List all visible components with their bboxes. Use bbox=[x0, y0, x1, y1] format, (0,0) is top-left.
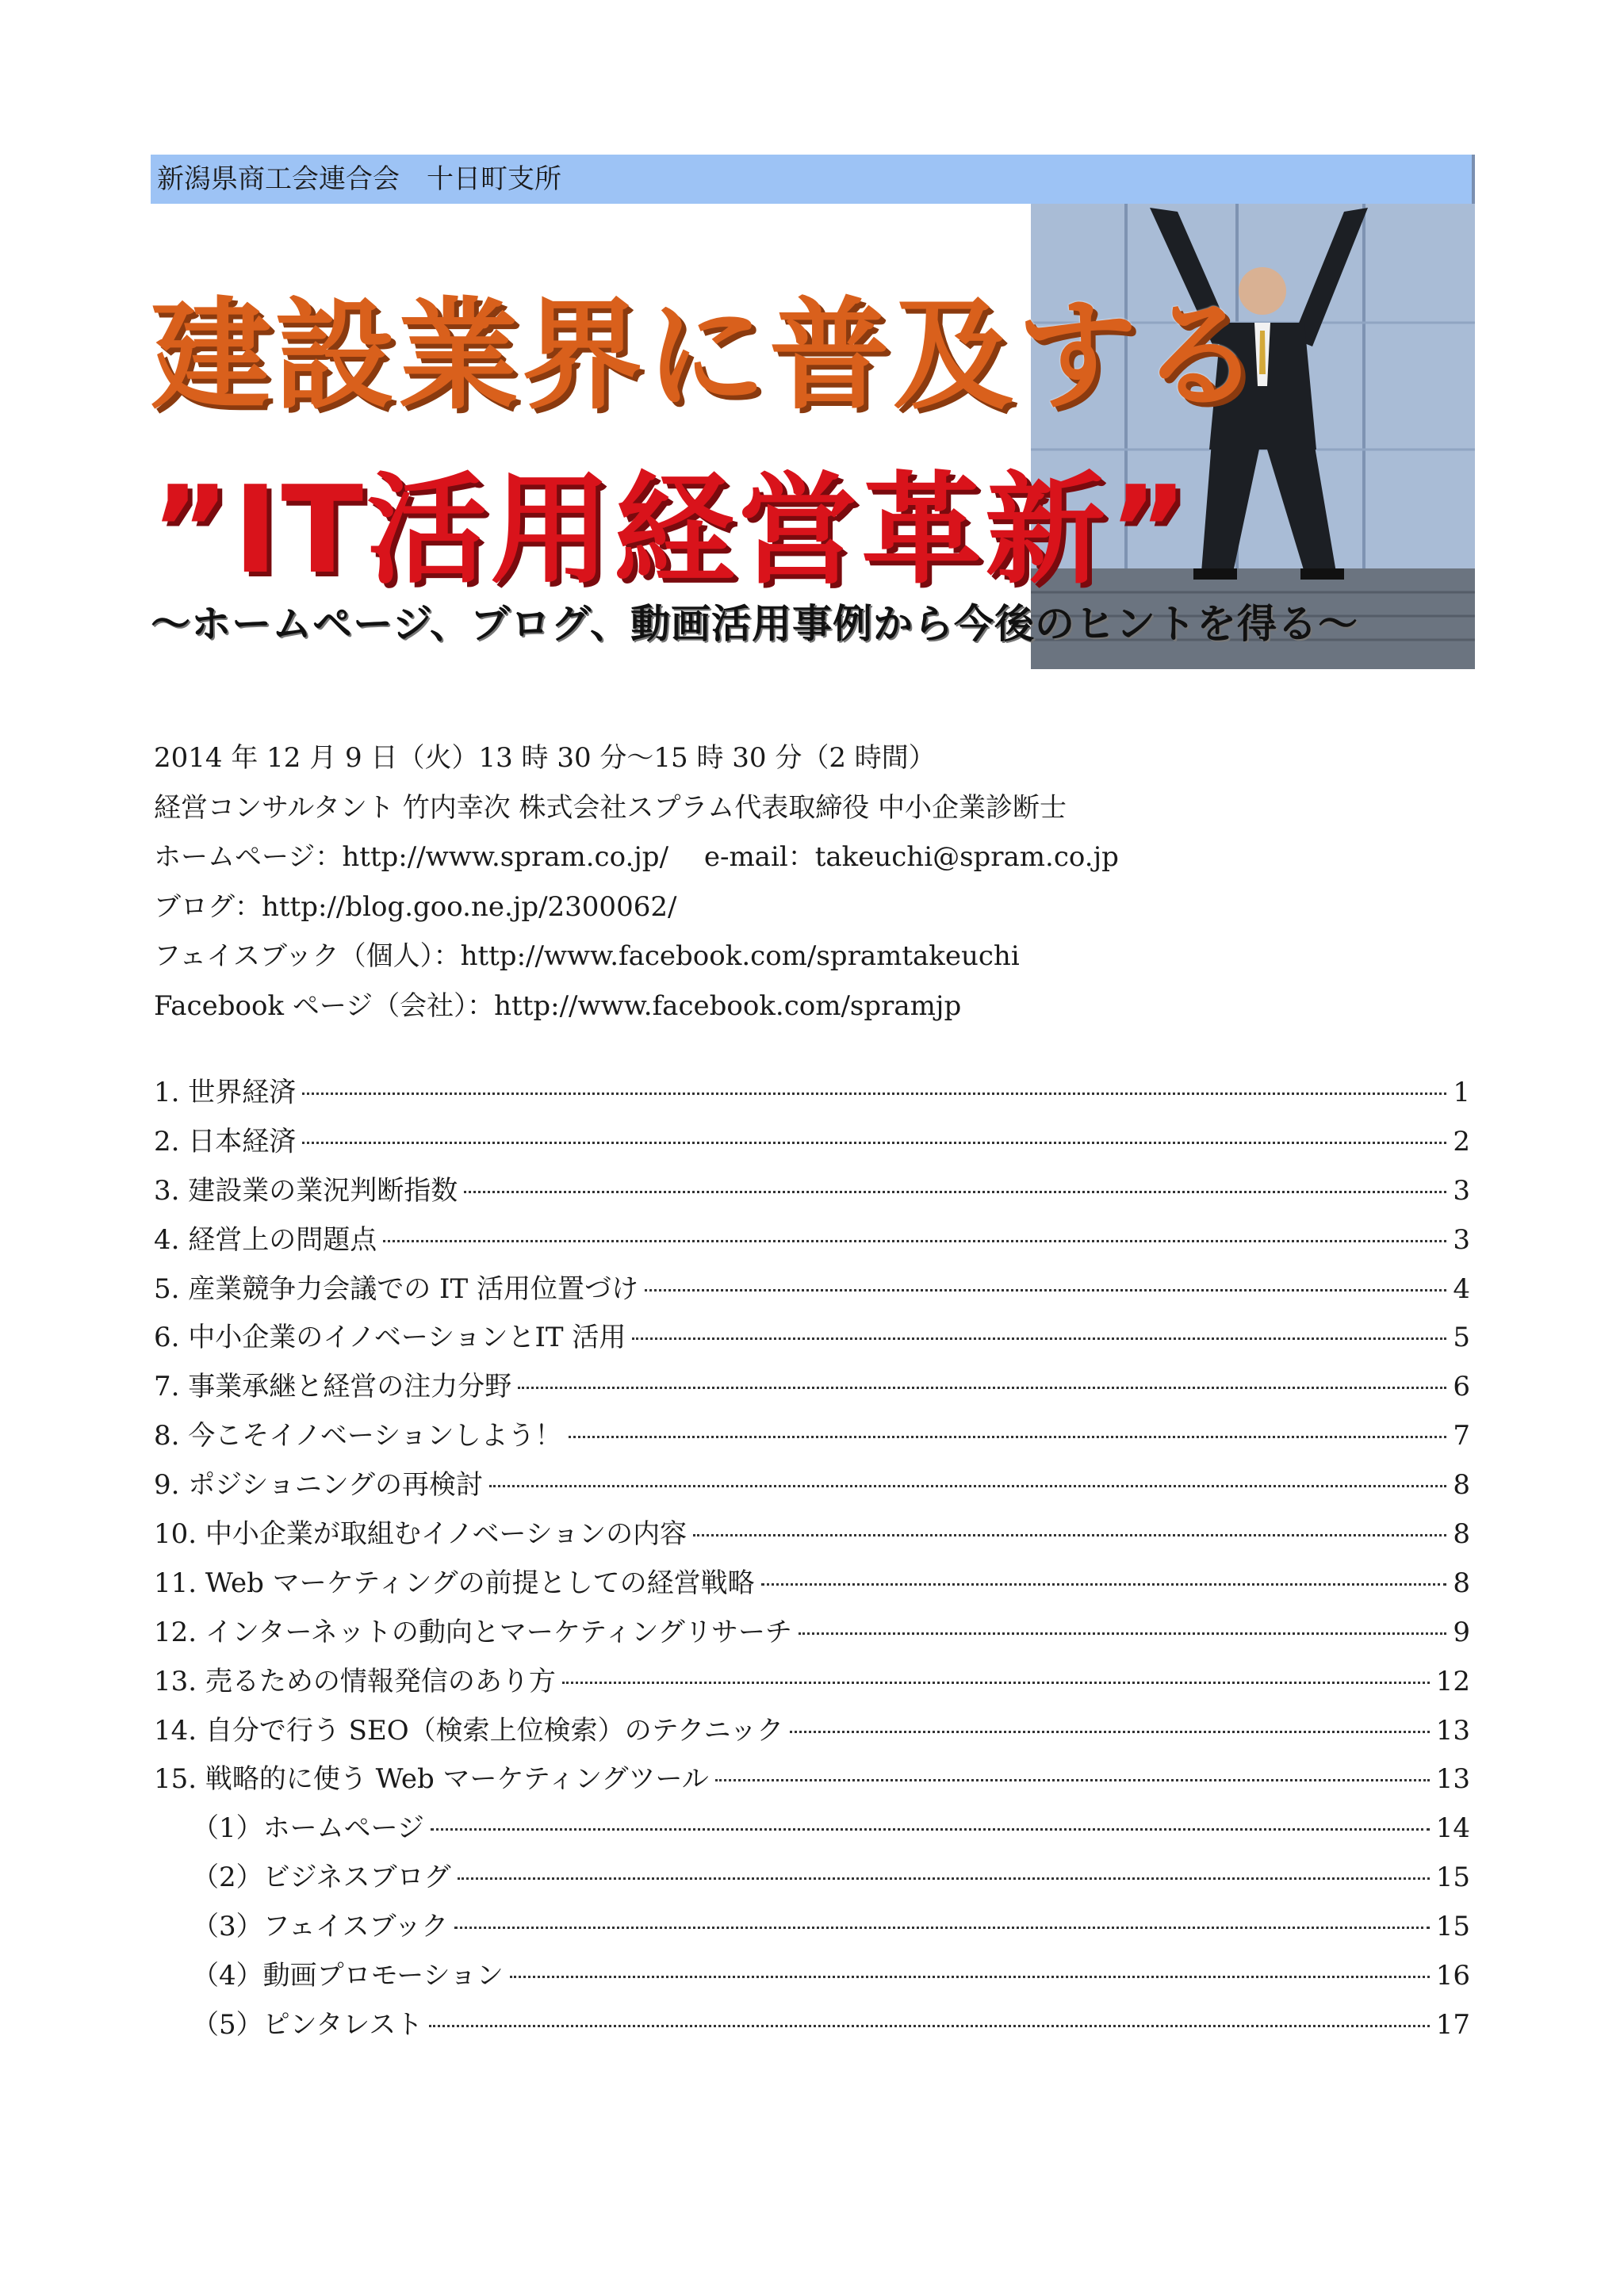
organization-header: 新潟県商工会連合会 十日町支所 bbox=[151, 155, 1475, 204]
toc-entry-title: 2. 日本経済 bbox=[154, 1125, 297, 1158]
toc-entry-page: 14 bbox=[1435, 1812, 1470, 1845]
toc-entry[interactable] bbox=[154, 1610, 1470, 1659]
dot-leader bbox=[518, 1387, 1446, 1389]
subtitle: 〜ホームページ、ブログ、動画活用事例から今後のヒントを得る〜 bbox=[151, 601, 1358, 647]
facebook-personal-line: フェイスブック（個人）：http://www.facebook.com/spramtakeuchi bbox=[154, 940, 1020, 973]
homepage-line: ホームページ：http://www.spram.co.jp/ e-mail：takeuchi@spram.co.jp bbox=[154, 841, 1119, 874]
toc-entry-page: 8 bbox=[1453, 1518, 1470, 1551]
blog-line: ブログ：http://blog.goo.ne.jp/2300062/ bbox=[154, 890, 677, 923]
toc-entry-page: 7 bbox=[1453, 1420, 1470, 1452]
toc-entry-title: 14. 自分で行う SEO（検索上位検索）のテクニック bbox=[154, 1714, 784, 1747]
toc-entry-title: （4）動画プロモーション bbox=[192, 1960, 504, 1992]
toc-entry[interactable] bbox=[154, 1954, 1470, 2003]
toc-entry-page: 2 bbox=[1453, 1125, 1470, 1158]
toc-entry[interactable] bbox=[154, 2003, 1470, 2052]
toc-entry-title: 1. 世界経済 bbox=[154, 1077, 297, 1108]
dot-leader bbox=[715, 1779, 1430, 1781]
toc-entry-page: 9 bbox=[1453, 1616, 1470, 1648]
dot-leader bbox=[632, 1337, 1446, 1340]
toc-entry[interactable] bbox=[154, 1070, 1470, 1119]
toc-entry-title: 8. 今こそイノベーションしよう！ bbox=[154, 1420, 562, 1452]
toc-entry-title: 10. 中小企業が取組むイノベーションの内容 bbox=[154, 1518, 688, 1551]
toc-entry-page: 1 bbox=[1453, 1077, 1470, 1108]
dot-leader bbox=[458, 1877, 1430, 1880]
toc-entry-title: 5. 産業競争力会議での IT 活用位置づけ bbox=[154, 1272, 638, 1305]
toc-entry[interactable] bbox=[154, 1267, 1470, 1316]
table-of-contents bbox=[154, 1070, 1470, 2052]
dot-leader bbox=[302, 1142, 1446, 1144]
toc-entry[interactable] bbox=[154, 1904, 1470, 1954]
dot-leader bbox=[510, 1976, 1430, 1978]
seminar-date: 2014 年 12 月 9 日（火）13 時 30 分〜15 時 30 分（2 時間） bbox=[154, 742, 936, 774]
toc-entry[interactable] bbox=[154, 1757, 1470, 1806]
toc-entry-title: 13. 売るための情報発信のあり方 bbox=[154, 1665, 556, 1697]
dot-leader bbox=[302, 1093, 1446, 1095]
toc-entry-title: （1）ホームページ bbox=[192, 1812, 424, 1845]
toc-entry-page: 13 bbox=[1435, 1714, 1470, 1747]
toc-entry-title: （3）フェイスブック bbox=[192, 1911, 449, 1943]
toc-entry[interactable] bbox=[154, 1119, 1470, 1169]
toc-entry[interactable] bbox=[154, 1463, 1470, 1512]
seminar-info bbox=[154, 733, 1119, 1031]
toc-entry-page: 3 bbox=[1453, 1223, 1470, 1256]
dot-leader bbox=[562, 1682, 1430, 1684]
toc-entry[interactable] bbox=[154, 1659, 1470, 1709]
toc-entry-title: 15. 戦略的に使う Web マーケティングツール bbox=[154, 1763, 709, 1796]
dot-leader bbox=[761, 1583, 1447, 1586]
toc-entry-title: 11. Web マーケティングの前提としての経営戦略 bbox=[154, 1567, 755, 1599]
toc-entry-title: 3. 建設業の業況判断指数 bbox=[154, 1174, 458, 1207]
toc-entry[interactable] bbox=[154, 1806, 1470, 1855]
dot-leader bbox=[693, 1534, 1446, 1536]
dot-leader bbox=[569, 1436, 1447, 1438]
dot-leader bbox=[429, 2025, 1429, 2027]
toc-entry-title: 7. 事業承継と経営の注力分野 bbox=[154, 1371, 512, 1403]
toc-entry-title: （2）ビジネスブログ bbox=[192, 1862, 451, 1894]
toc-entry[interactable] bbox=[154, 1414, 1470, 1463]
toc-entry-title: 9. ポジショニングの再検討 bbox=[154, 1469, 484, 1502]
dot-leader bbox=[790, 1731, 1429, 1733]
toc-entry-title: 12. インターネットの動向とマーケティングリサーチ bbox=[154, 1616, 793, 1648]
toc-entry-page: 13 bbox=[1435, 1763, 1470, 1796]
toc-entry-page: 5 bbox=[1453, 1322, 1470, 1354]
dot-leader bbox=[383, 1240, 1446, 1242]
dot-leader bbox=[431, 1828, 1430, 1831]
toc-entry-page: 8 bbox=[1453, 1567, 1470, 1599]
toc-entry-title: 4. 経営上の問題点 bbox=[154, 1223, 377, 1256]
toc-entry[interactable] bbox=[154, 1512, 1470, 1561]
toc-entry-title: 6. 中小企業のイノベーションとIT 活用 bbox=[154, 1322, 626, 1354]
toc-entry-page: 15 bbox=[1435, 1911, 1470, 1943]
toc-entry-page: 12 bbox=[1435, 1665, 1470, 1697]
toc-entry[interactable] bbox=[154, 1169, 1470, 1218]
toc-entry-page: 4 bbox=[1453, 1272, 1470, 1305]
toc-entry-page: 17 bbox=[1435, 2008, 1470, 2041]
title-line-2: ”IT活用経営革新” bbox=[151, 460, 1192, 600]
toc-entry-page: 15 bbox=[1435, 1862, 1470, 1894]
title-banner bbox=[151, 204, 1475, 669]
toc-entry-page: 3 bbox=[1453, 1174, 1470, 1207]
speaker-line: 経営コンサルタント 竹内幸次 株式会社スプラム代表取締役 中小企業診断士 bbox=[154, 791, 1067, 824]
toc-entry[interactable] bbox=[154, 1218, 1470, 1267]
toc-entry[interactable] bbox=[154, 1364, 1470, 1414]
toc-entry[interactable] bbox=[154, 1315, 1470, 1364]
toc-entry-page: 8 bbox=[1453, 1469, 1470, 1502]
toc-entry[interactable] bbox=[154, 1855, 1470, 1904]
toc-entry-title: （5）ピンタレスト bbox=[192, 2008, 423, 2041]
title-line-1: 建設業界に普及する bbox=[151, 285, 1264, 426]
toc-entry[interactable] bbox=[154, 1561, 1470, 1610]
dot-leader bbox=[464, 1191, 1446, 1193]
dot-leader bbox=[799, 1632, 1446, 1635]
facebook-page-line: Facebook ページ（会社）：http://www.facebook.com/spramjp bbox=[154, 989, 962, 1022]
toc-entry-page: 6 bbox=[1453, 1371, 1470, 1403]
dot-leader bbox=[645, 1289, 1446, 1292]
dot-leader bbox=[454, 1927, 1430, 1929]
toc-entry[interactable] bbox=[154, 1709, 1470, 1758]
dot-leader bbox=[489, 1485, 1446, 1487]
toc-entry-page: 16 bbox=[1435, 1960, 1470, 1992]
